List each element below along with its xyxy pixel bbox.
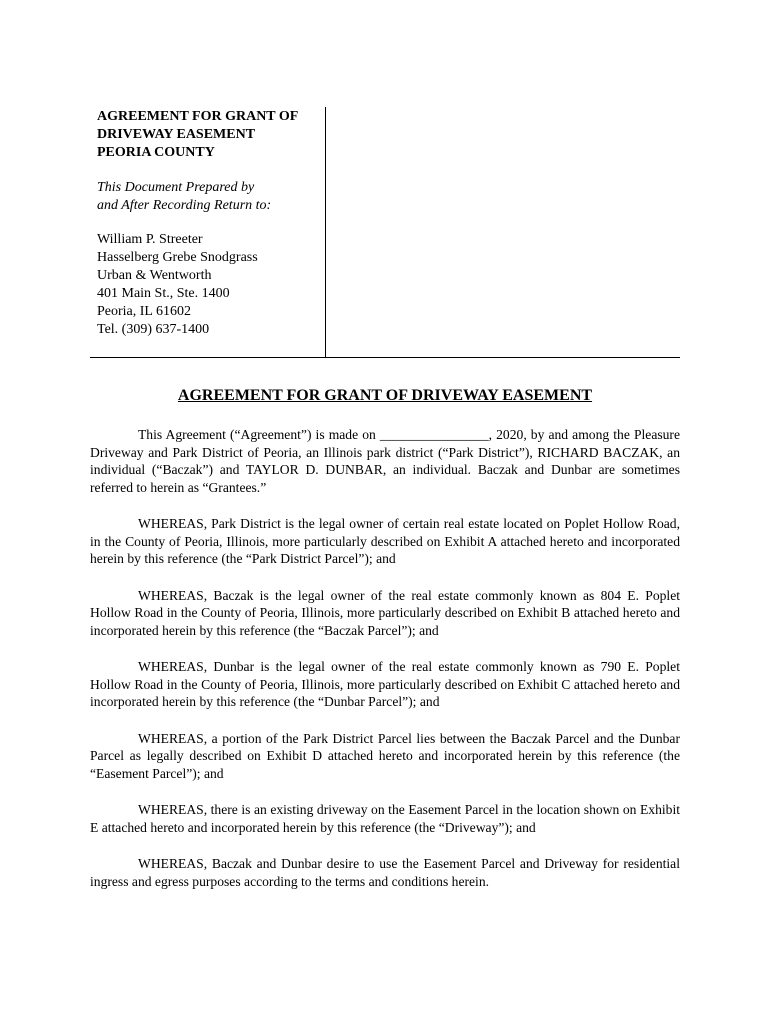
recording-header	[97, 108, 327, 339]
header-vertical-divider	[325, 107, 326, 358]
prepared-by-line-1: This Document Prepared by	[97, 180, 255, 195]
paragraph-whereas-2: WHEREAS, Baczak is the legal owner of the real estate commonly known as 804 E. Poplet Hollow Road in the County of Peoria, Illinois, more particularly described on Exhibit B attached hereto and incorporated herein by this reference (the “Baczak Parcel”); and	[90, 587, 680, 638]
header-title-line-1: AGREEMENT FOR GRANT OF	[97, 109, 299, 124]
header-horizontal-divider	[90, 357, 680, 358]
street-address: 401 Main St., Ste. 1400	[97, 286, 230, 301]
paragraph-whereas-3: WHEREAS, Dunbar is the legal owner of the real estate commonly known as 790 E. Poplet Hollow Road in the County of Peoria, Illinois, more particularly described on Exhibit C attached hereto and incorporated herein by this reference (the “Dunbar Parcel”); and	[90, 659, 680, 709]
document-body	[90, 426, 680, 909]
header-title-line-3: PEORIA COUNTY	[97, 145, 215, 160]
header-title-line-2: DRIVEWAY EASEMENT	[97, 127, 256, 142]
paragraph-whereas-6: WHEREAS, Baczak and Dunbar desire to use the Easement Parcel and Driveway for residential ingress and egress purposes according to the terms and conditions herein.	[90, 856, 680, 889]
paragraph-preamble: This Agreement (“Agreement”) is made on ________________, 2020, by and among the Pleasure Driveway and Park District of Peoria, an Illinois park district (“Park District”), RICHARD BACZAK, an individual (“Baczak”) and TAYLOR D. DUNBAR, an individual. Baczak and Dunbar are sometimes referred to herein as “Grantees.”	[90, 427, 680, 495]
city-state-zip: Peoria, IL 61602	[97, 304, 191, 319]
firm-name-line-2: Urban & Wentworth	[97, 268, 212, 283]
prepared-by-line-2: and After Recording Return to:	[97, 198, 272, 213]
preparer-name: William P. Streeter	[97, 232, 203, 247]
paragraph-whereas-4: WHEREAS, a portion of the Park District Parcel lies between the Baczak Parcel and the Dunbar Parcel as legally described on Exhibit D attached hereto and incorporated herein by this reference (the “Easement Parcel”); and	[90, 730, 680, 781]
telephone: Tel. (309) 637-1400	[97, 322, 210, 337]
firm-name-line-1: Hasselberg Grebe Snodgrass	[97, 250, 258, 265]
document-title: AGREEMENT FOR GRANT OF DRIVEWAY EASEMENT	[177, 387, 593, 404]
paragraph-whereas-5: WHEREAS, there is an existing driveway on the Easement Parcel in the location shown on Exhibit E attached hereto and incorporated herein by this reference (the “Driveway”); and	[90, 802, 680, 835]
paragraph-whereas-1: WHEREAS, Park District is the legal owner of certain real estate located on Poplet Hollow Road, in the County of Peoria, Illinois, more particularly described on Exhibit A attached hereto and incorporated herein by this reference (the “Park District Parcel”); and	[90, 516, 680, 566]
